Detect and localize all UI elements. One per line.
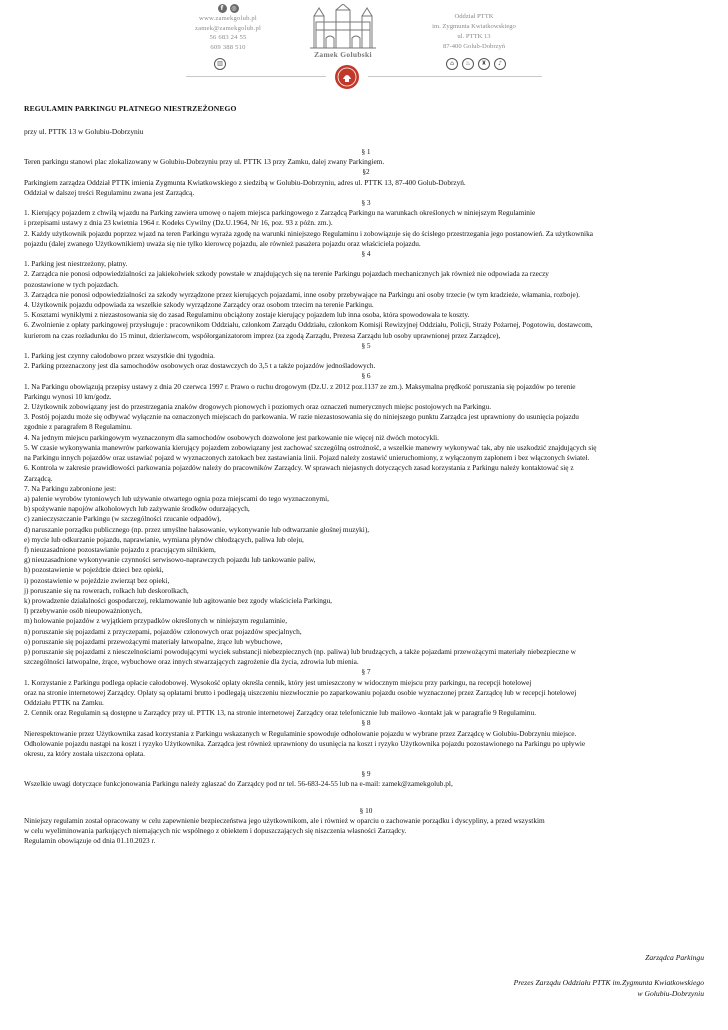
document-subtitle: przy ul. PTTK 13 w Golubiu-Dobrzyniu <box>24 127 144 136</box>
text-line: 2. Cennik oraz Regulamin są dostępne u Zarządcy przy ul. PTTK 13, na stronie internetowej Zarządcy oraz telefonicznie lub mailowo -kontakt jak w paragrafie 9 Regulaminu. <box>24 708 537 718</box>
hotel-icon: ⌂ <box>446 58 458 70</box>
text-line: h) pozostawienie w pojeździe dzieci bez opieki, <box>24 565 164 575</box>
text-line: Teren parkingu stanowi plac zlokalizowany w Golubiu-Dobrzyniu przy ul. PTTK 13 przy Zamku, dalej zwany Parkingiem. <box>24 157 385 167</box>
seal-icon <box>334 64 360 90</box>
text-line: oraz na stronie internetowej Zarządcy. Opłaty są opłatami brutto i podlegają uiszczeniu niezwłocznie po zaparkowaniu pojazdu osobie wyznaczonej przez Zarządcę lub w recepcji hotelowej <box>24 687 577 697</box>
section-heading: § 9 <box>361 769 371 779</box>
letterhead-left-icons <box>214 58 226 70</box>
section-heading: § 1 <box>361 147 371 156</box>
text-line: 1. Kierujący pojazdem z chwilą wjazdu na Parking zawiera umowę o najem miejsca parkingowego z Zarządcą Parkingu na warunkach określonych w niniejszym Regulaminie <box>24 208 536 218</box>
text-line: 2. Użytkownik zobowiązany jest do przestrzegania znaków drogowych pionowych i poziomych oraz oznaczeń numerycznych miejsc postojowych na Parkingu. <box>24 402 492 412</box>
text-line: Parkingiem zarządza Oddział PTTK imienia Zygmunta Kwiatkowskiego z siedzibą w Golubiu-Dobrzyniu, adres ul. PTTK 13, 87-400 Golub-Dobrzyń. <box>24 177 466 187</box>
events-icon: ♪ <box>494 58 506 70</box>
text-line: na Parkingu innych pojazdów oraz ustawiać pojazd w wyznaczonych zatokach bez zastawiania linii. Pojazd należy zostawić unieruchomiony, z wyłączonym zapłonem i bez włączonych świateł. <box>24 453 590 463</box>
text-line: 4. Użytkownik pojazdu odpowiada za wszelkie szkody wyrządzone Zarządcy oraz osobom trzecim na terenie Parkingu. <box>24 300 374 310</box>
text-line: Niniejszy regulamin został opracowany w celu zapewnienie bezpieczeństwa jego użytkownikom, ale i również w oparciu o zachowanie porządku i dyscypliny, a przed wszystkim <box>24 815 545 825</box>
section-heading: § 7 <box>361 667 371 677</box>
address-org: Oddział PTTK <box>454 13 494 20</box>
text-line: Parkingu wynosi 10 km/godz. <box>24 391 112 401</box>
signature-president-line2: w Golubiu-Dobrzyniu <box>637 989 704 998</box>
text-line: a) palenie wyrobów tytoniowych lub używanie otwartego ognia poza miejscami do tego wyznaczonymi, <box>24 493 329 503</box>
text-line: 1. Parking jest czynny całodobowo przez wszystkie dni tygodnia. <box>24 351 215 361</box>
text-line: Oddział w dalszej treści Regulaminu zwana jest Zarządcą. <box>24 187 195 197</box>
text-line: 4. Na jednym miejscu parkingowym wyznaczonym dla samochodów osobowych dozwolone jest parkowanie nie więcej niż dwóch motocykli. <box>24 432 440 442</box>
contact-email[interactable]: zamek@zamekgolub.pl <box>194 24 262 32</box>
text-line: f) nieuzasadnione pozostawianie pojazdu z pracującym silnikiem, <box>24 544 216 554</box>
social-icons <box>180 4 276 13</box>
address-street: ul. PTTK 13 <box>457 33 491 40</box>
spacer <box>24 759 708 769</box>
text-line: 3. Postój pojazdu może się odbywać wyłącznie na oznaczonych miejscach do parkowania. W razie niezastosowania się do niniejszego punktu Zarządca jest uprawniony do usunięcia pojazdu <box>24 412 579 422</box>
section-heading: § 10 <box>359 805 373 815</box>
spacer <box>24 790 708 800</box>
section-heading: § 3 <box>361 198 371 208</box>
text-line: 2. Każdy użytkownik pojazdu poprzez wjazd na teren Parkingu wyraża zgodę na warunki niniejszego Regulaminu i zobowiązuje się do ścisłego przestrzegania jego postanowień. Za użytkownika <box>24 228 593 238</box>
text-line: Oddziału PTTK na Zamku. <box>24 697 104 707</box>
text-line: okresu, za który została uiszczona opłata. <box>24 748 145 758</box>
text-line: m) holowanie pojazdów z wyjątkiem przypadków określonych w niniejszym regulaminie, <box>24 616 288 626</box>
text-line: n) poruszanie się pojazdami z przyczepami, pojazdów członowych oraz pojazdów specjalnych, <box>24 626 302 636</box>
text-line: l) przebywanie osób nieupoważnionych, <box>24 606 142 616</box>
text-line: w celu wyeliminowania parkujących niemających nic wspólnego z obiektem i dopuszczających się niszczenia własności Zarządcy. <box>24 826 407 835</box>
address-city: 87-400 Golub-Dobrzyń <box>442 43 506 50</box>
section-heading: §2 <box>362 167 370 177</box>
signature-president <box>514 977 704 999</box>
text-line: Odholowanie pojazdu nastąpi na koszt i ryzyko Użytkownika. Zarządca jest również uprawniony do usunięcia na koszt i ryzyko Użytkownika pojazdu pozostawionego na Parkingu po upływie <box>24 738 586 748</box>
text-line: c) zanieczyszczanie Parkingu (w szczególności rzucanie odpadów), <box>24 514 222 524</box>
text-line: b) spożywanie napojów alkoholowych lub zażywanie środków odurzających, <box>24 504 250 514</box>
facebook-icon[interactable]: f <box>218 4 227 13</box>
letterhead-address <box>414 12 534 52</box>
signature-president-line1: Prezes Zarządu Oddziału PTTK im.Zygmunta Kwiatkowskiego <box>513 978 704 987</box>
text-line: 1. Parking jest niestrzeżony, płatny. <box>24 259 128 269</box>
contact-website[interactable]: www.zamekgolub.pl <box>199 15 257 22</box>
text-line: 7. Na Parkingu zabronione jest: <box>24 483 117 493</box>
castle-name: Zamek Golubski <box>314 50 372 59</box>
regulation-body <box>24 147 708 846</box>
text-line: Nierespektowanie przez Użytkownika zasad korzystania z Parkingu wskazanych w Regulaminie spowoduje odholowanie pojazdu w wybrane przez Zarządcę w Golubiu-Dobrzyniu miejsce. <box>24 728 577 738</box>
text-line: pozostawione w tych pojazdach. <box>24 279 119 289</box>
text-line: szczególności łatwopalne, żrące, wybuchowe oraz innych stwarzających zagrożenie dla życia, zdrowia lub mienia. <box>24 657 359 667</box>
signature-manager: Zarządca Parkingu <box>645 953 704 962</box>
text-line: j) poruszanie się na rowerach, rolkach lub deskorolkach, <box>24 585 189 595</box>
text-line: 5. Kosztami wynikłymi z niezastosowania się do zasad Regulaminu obciążony zostaje kierujący pojazdem lub inna osoba, która spowodowała te koszty. <box>24 310 470 320</box>
text-line: d) naruszanie porządku publicznego (np. przez umyślne hałasowanie, wykonywanie lub odtwarzanie głośnej muzyki), <box>24 524 370 534</box>
instagram-icon[interactable]: ◎ <box>231 5 237 12</box>
text-line: o) poruszanie się pojazdami przewożącymi materiały łatwopalne, żrące lub wybuchowe, <box>24 636 283 646</box>
text-line: i) pozostawienie w pojeździe zwierząt bez opieki, <box>24 575 170 585</box>
section-heading: § 4 <box>361 249 371 259</box>
text-line: 3. Zarządca nie ponosi odpowiedzialności za szkody wyrządzone przez kierujących pojazdami, inne osoby przebywające na Parkingu ani osoby trzecie (w tym kradzieże, włamania, rozboje). <box>24 289 580 299</box>
text-line: Wszelkie uwagi dotyczące funkcjonowania Parkingu należy zgłaszać do Zarządcy pod nr tel. 56-683-24-55 lub na e-mail: zamek@zamekgolub.pl, <box>24 779 453 789</box>
section-heading: § 8 <box>361 718 371 728</box>
text-line: e) mycie lub odkurzanie pojazdu, naprawianie, wymiana płynów chłodzących, paliwa lub oleju, <box>24 534 304 544</box>
contact-mobile: 609 388 510 <box>210 43 246 51</box>
document-title: REGULAMIN PARKINGU PŁATNEGO NIESTRZEŻONEGO <box>24 104 237 113</box>
amenity-icons <box>446 58 506 70</box>
barcode-icon: ▥ <box>214 58 226 70</box>
text-line: pojazdu (dalej zwanego Użytkownikiem) uważa się nie tylko kierowcę pojazdu, ale również pasażera pojazdu oraz właściciela pojazdu. <box>24 238 421 248</box>
section-heading: § 5 <box>361 340 371 350</box>
text-line: i przepisami ustawy z dnia 23 kwietnia 1964 r. Kodeks Cywilny (Dz.U.1964, Nr 16, poz. 93 z późn. zm.). <box>24 218 333 228</box>
text-line: k) prowadzenie działalności gospodarczej, reklamowanie lub agitowanie bez zgody właściciela Parkingu, <box>24 595 332 605</box>
text-line: 6. Kontrola w zakresie prawidłowości parkowania pojazdów należy do pracowników Zarządcy. W sprawach niejasnych dotyczących zasad korzystania z Parkingu należy kontaktować się z <box>24 463 574 473</box>
text-line: 1. Korzystanie z Parkingu podlega opłacie całodobowej. Wysokość opłaty określa cennik, który jest umieszczony w widocznym miejscu przy parkingu, na recepcji hotelowej <box>24 677 532 687</box>
contact-phone: 56 683 24 55 <box>209 34 247 42</box>
text-line: Regulamin obowiązuje od dnia 01.10.2023 r. <box>24 836 156 846</box>
text-line: g) nieuzasadnione wykonywanie czynności serwisowo-naprawczych pojazdu lub tankowanie paliw, <box>24 555 316 565</box>
divider-left <box>186 76 326 77</box>
address-patron: im. Zygmunta Kwiatkowskiego <box>432 23 516 30</box>
text-line: 1. Na Parkingu obowiązują przepisy ustawy z dnia 20 czerwca 1997 r. Prawo o ruchu drogowym (Dz.U. z 2012 poz.1137 ze zm.). Maksymalna prędkość poruszania się pojazdów po terenie <box>24 381 576 391</box>
text-line: Zarządcą. <box>24 473 53 483</box>
letterhead-contact <box>180 4 276 52</box>
text-line: p) poruszanie się pojazdami z niesczelnościami powodującymi wyciek substancji niebezpiecznych (np. paliwa) lub brudzących, a także pojazdami przewożącymi materiały niebezpieczne w <box>24 646 576 656</box>
text-line: zgodnie z paragrafem 8 Regulaminu. <box>24 422 132 432</box>
restaurant-icon: ♨ <box>462 58 474 70</box>
section-heading: § 6 <box>361 371 371 381</box>
text-line: 6. Zwolnienie z opłaty parkingowej przysługuje : pracownikom Oddziału, członkom Zarządu Oddziału, członkom Komisji Rewizyjnej Oddziału, Policji, Straży Pożarnej, Pogotowiu, dostawcom, <box>24 320 593 330</box>
text-line: 5. W czasie wykonywania manewrów parkowania kierujący pojazdem zobowiązany jest zachować szczególną ostrożność, a wszelkie manewry wykonywać tak, aby nie uszkodzić znajdujących się <box>24 442 597 452</box>
text-line: 2. Zarządca nie ponosi odpowiedzialności za jakiekolwiek szkody powstałe w znajdujących się na terenie Parkingu pojazdach mechanicznych jak również nie odpowiada za rzeczy <box>24 269 549 279</box>
text-line: 2. Parking przeznaczony jest dla samochodów osobowych oraz dostawczych do 3,5 t a także pojazdów jednośladowych. <box>24 361 376 371</box>
text-line: kurierom na czas rozładunku do 15 minut, dzierżawcom, współorganizatorom imprez (za zgodą Zarządu, Prezesa Zarządu lub osoby uprawnionej przez Zarządce), <box>24 330 501 340</box>
museum-icon: ♜ <box>478 58 490 70</box>
divider-right <box>368 76 542 77</box>
